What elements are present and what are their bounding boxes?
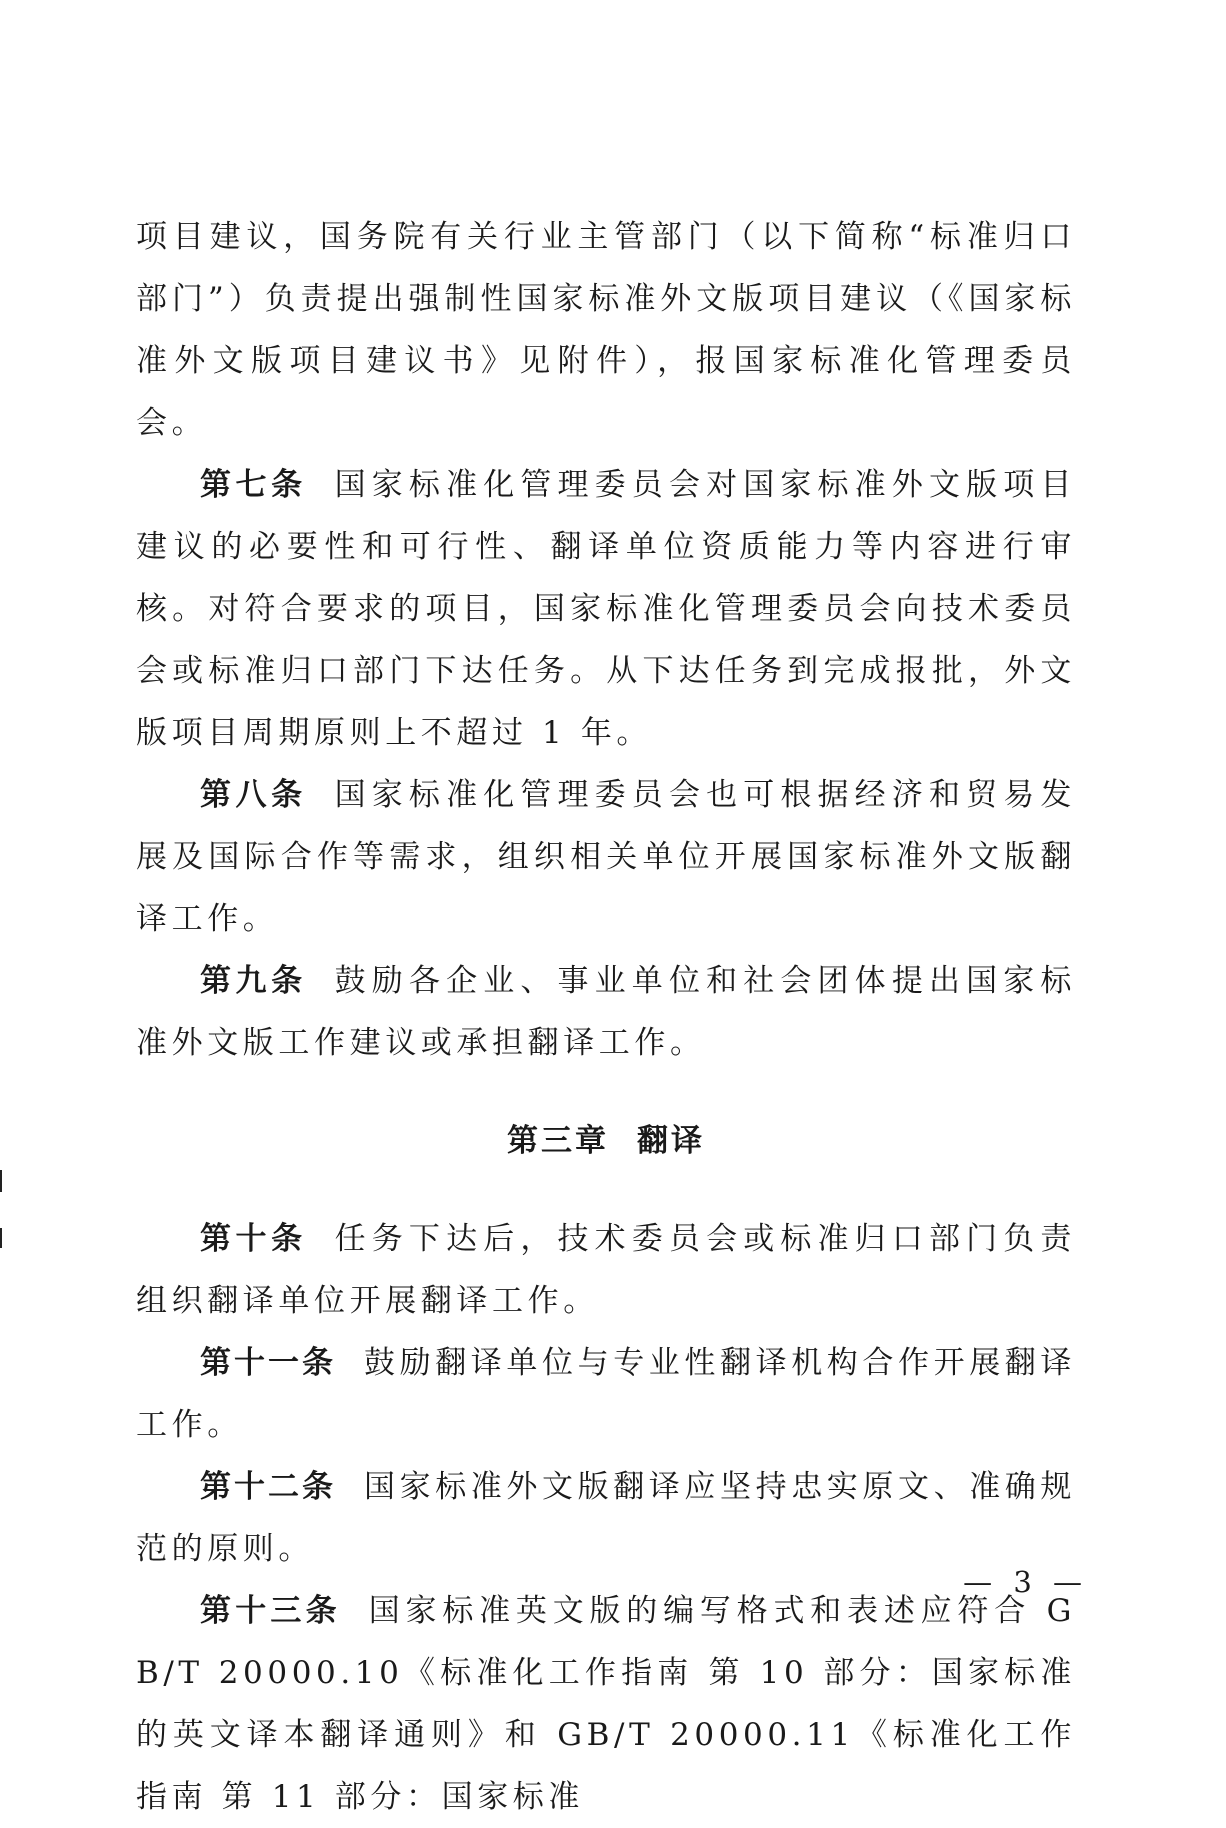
article-label: 第九条 [200, 963, 307, 999]
scan-edge-mark [0, 1170, 2, 1192]
chapter-heading [136, 1110, 1076, 1172]
scan-edge-mark [0, 1228, 2, 1248]
article-13 [136, 1580, 1076, 1828]
article-8 [136, 764, 1076, 950]
article-label: 第十一条 [200, 1345, 336, 1381]
article-7 [136, 454, 1076, 764]
article-text: 鼓励各企业、事业单位和社会团体提出国家标准外文版工作建议或承担翻译工作。 [136, 963, 1077, 1061]
page-number: — 3 — [963, 1565, 1088, 1599]
article-label: 第十二条 [200, 1469, 336, 1505]
article-label: 第十条 [200, 1221, 307, 1257]
article-11 [136, 1332, 1076, 1456]
paragraph-text: 项目建议，国务院有关行业主管部门（以下简称“标准归口部门”）负责提出强制性国家标准外文版项目建议（《国家标准外文版项目建议书》见附件），报国家标准化管理委员会。 [136, 219, 1076, 441]
paragraph-continuation [136, 206, 1076, 454]
article-9 [136, 950, 1076, 1074]
article-text: 国家标准英文版的编写格式和表述应符合 GB/T 20000.10《标准化工作指南 第 10 部分：国家标准的英文译本翻译通则》和 GB/T 20000.11《标准化工作指南 第 11 部分：国家标准 [136, 1593, 1076, 1815]
article-text: 鼓励翻译单位与专业性翻译机构合作开展翻译工作。 [136, 1345, 1076, 1443]
article-label: 第十三条 [200, 1593, 341, 1629]
article-text: 国家标准化管理委员会也可根据经济和贸易发展及国际合作等需求，组织相关单位开展国家标准外文版翻译工作。 [136, 777, 1077, 937]
article-text: 国家标准化管理委员会对国家标准外文版项目建议的必要性和可行性、翻译单位资质能力等内容进行审核。对符合要求的项目，国家标准化管理委员会向技术委员会或标准归口部门下达任务。从下达任务到完成报批，外文版项目周期原则上不超过 1 年。 [136, 467, 1077, 751]
article-text: 国家标准外文版翻译应坚持忠实原文、准确规范的原则。 [136, 1469, 1076, 1567]
article-12 [136, 1456, 1076, 1580]
article-label: 第七条 [200, 467, 307, 503]
document-body [136, 206, 1076, 1828]
article-label: 第八条 [200, 777, 307, 813]
article-10 [136, 1208, 1076, 1332]
chapter-number: 第三章 [507, 1123, 609, 1159]
article-text: 任务下达后，技术委员会或标准归口部门负责组织翻译单位开展翻译工作。 [136, 1221, 1077, 1319]
chapter-title: 翻译 [637, 1123, 705, 1159]
